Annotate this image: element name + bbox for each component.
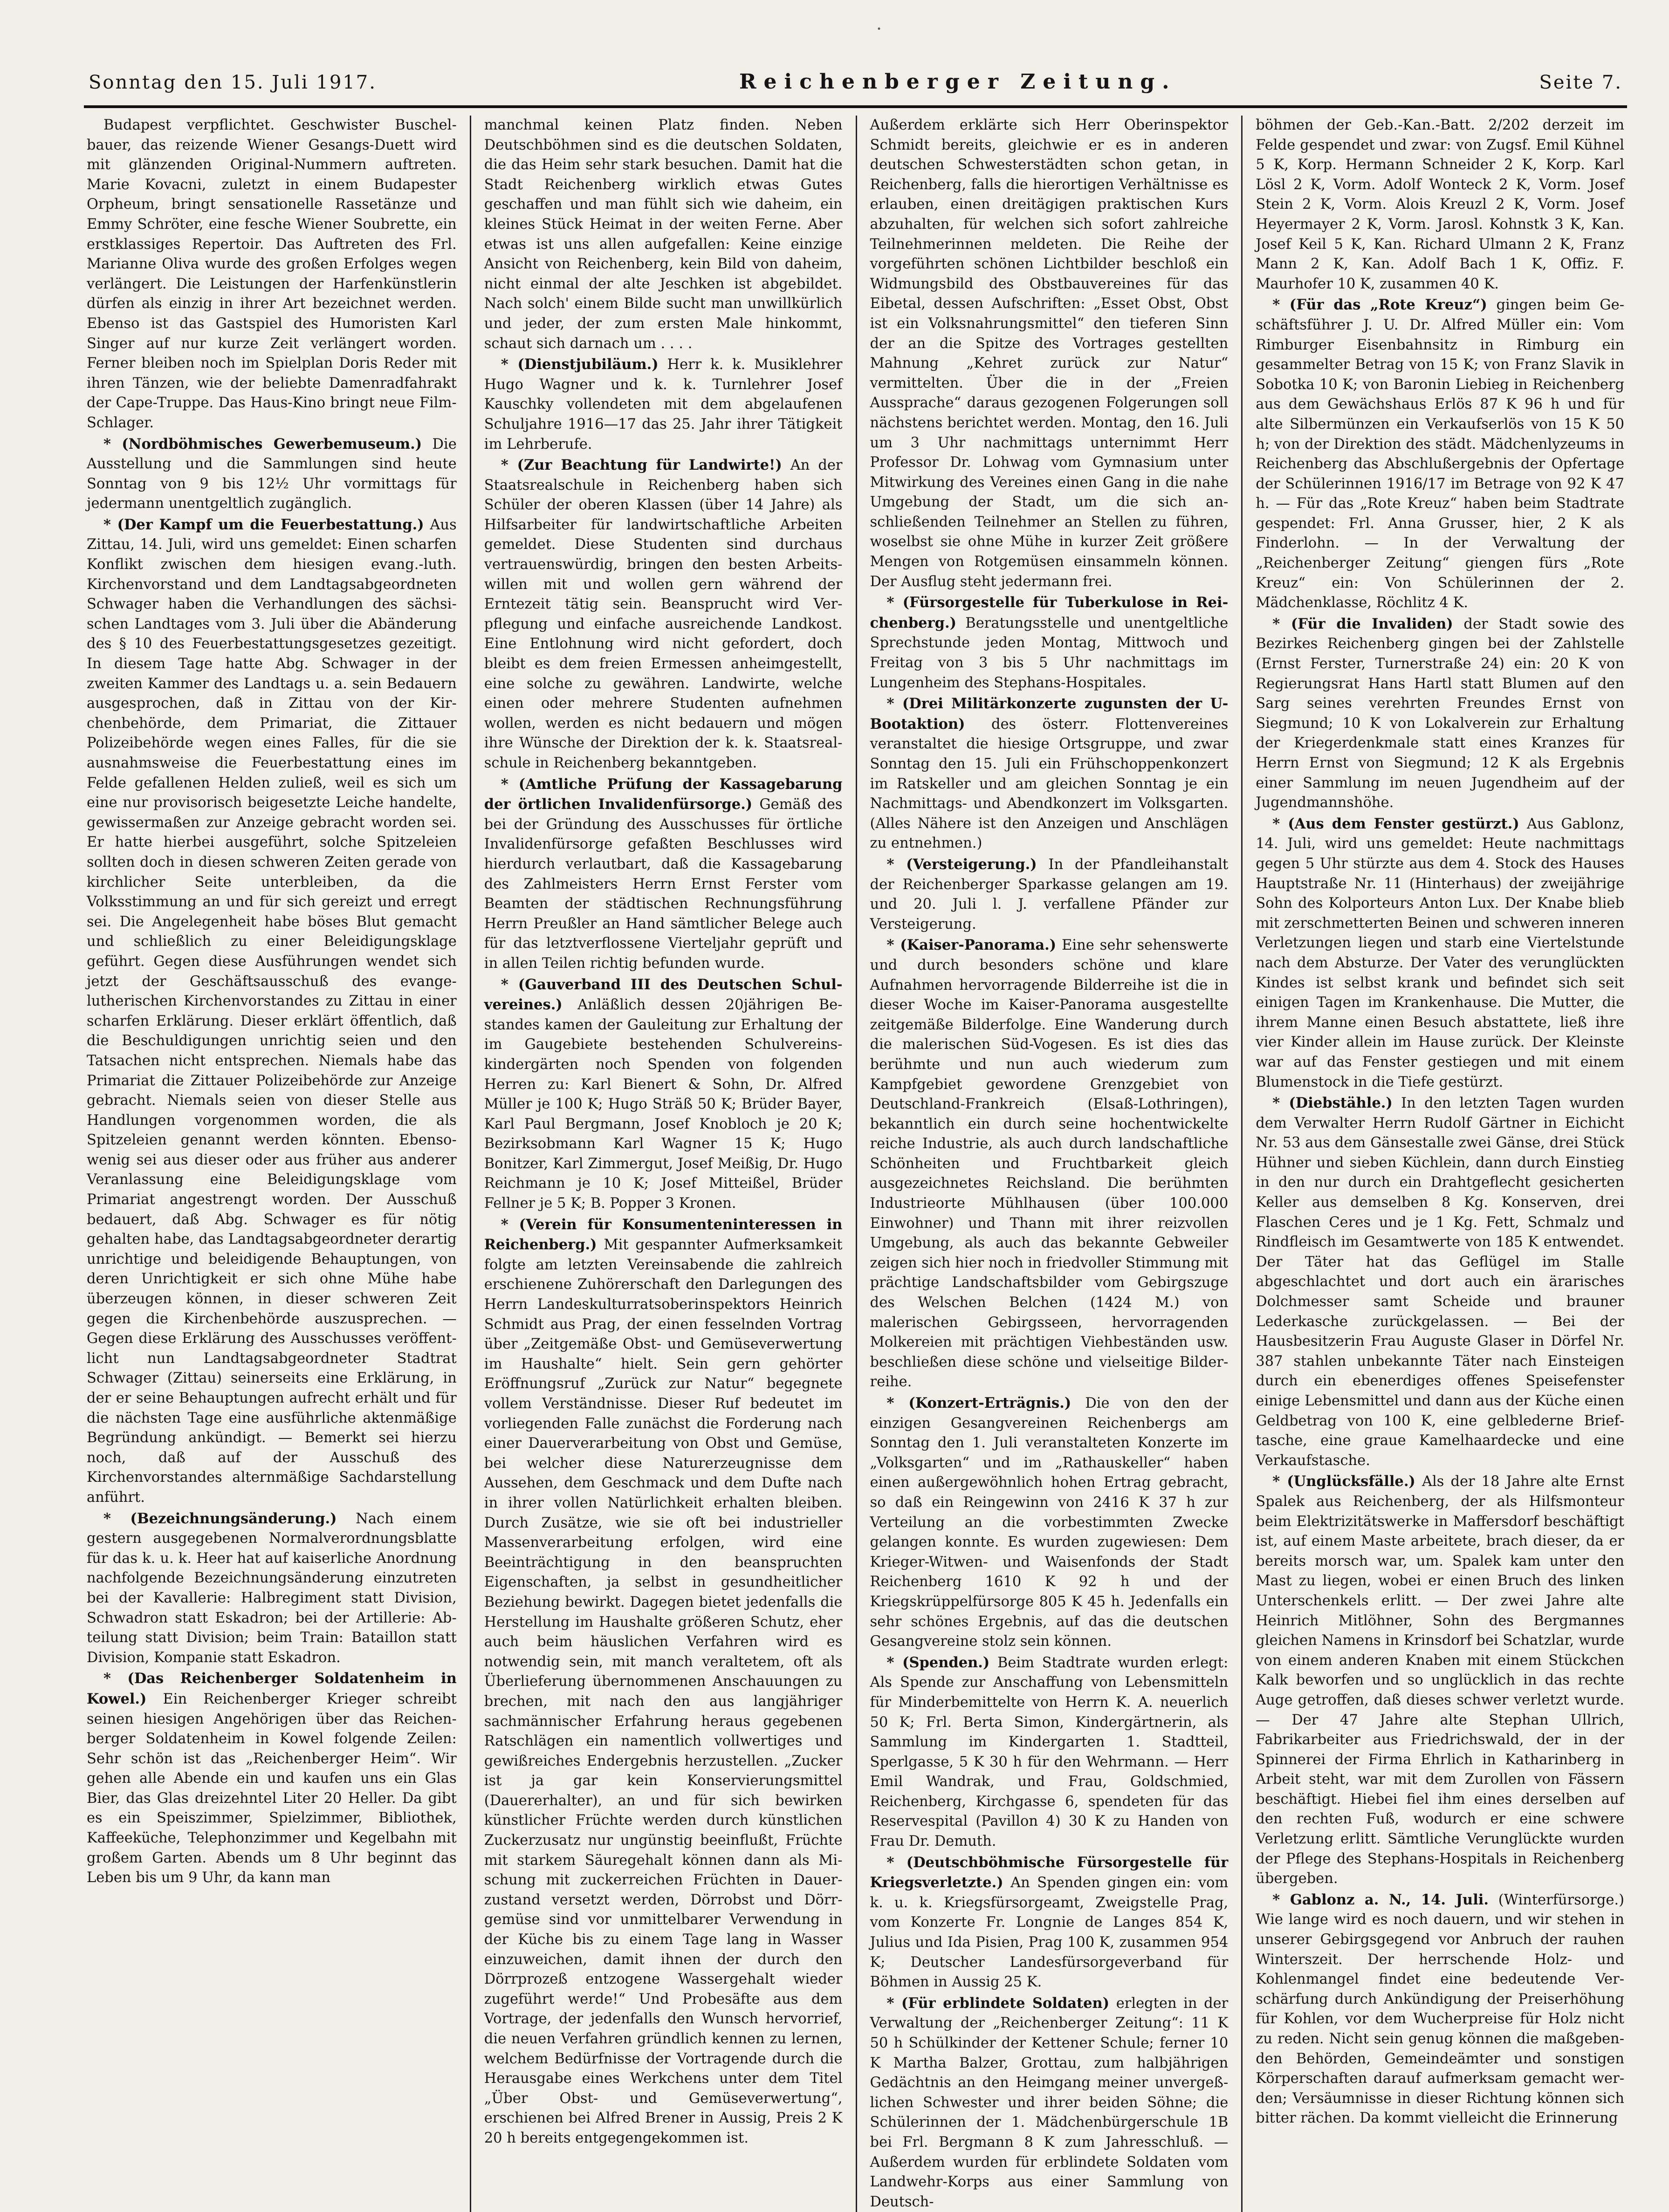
article-headline: * (Fürsorgestelle für Tuberkulose in Reichenberg.) xyxy=(870,594,1229,631)
page-number: Seite 7. xyxy=(1539,72,1622,93)
article-headline: * (Aus dem Fenster gestürzt.) xyxy=(1272,815,1519,832)
article-text: Aus Zittau, 14. Juli, wird uns gemeldet: Einen scharfen Konflikt zwischen dem hiesigen evang.-luth. Kirchenvorstand und dem Landtagsabgeordneten Schwager haben die Verhandlungen des sächsischen Landtages vom 3. Juli über die Abänderung des § 10 des Feuerbestattungsgesetzes gezeitigt. In diesem Tage hatte Abg. Schwager in der zweiten Kammer des Landtags u. a. sein Bedauern ausgesprochen, daß in Zittau von der Kirchenbehörde, dem Primariat, die Zittauer Polizeibehörde wegen eines Falles, für die sie ausnahmsweise die Feuerbestattung eines im Felde gefallenen Helden zuließ, weil es sich um eine nur provisorisch beigesetzte Leiche handelte, gewissermaßen zur Anzeige gebracht worden sei. Er hatte hierbei ausgeführt, solche Spitzeleien sollten doch in diesen schweren Zeiten gerade von kirchlicher Seite unterbleiben, da die Volksstimmung an und für sich gereizt und erregt sei. Die Angelegenheit habe böses Blut gemacht und schließlich zu einer Beleidigungsklage geführt. Gegen diese Ausführungen wendet sich jetzt der Geschäftsausschuß des evangelutherischen Kirchenvorstandes zu Zittau in einer scharfen Erklärung. Dieser erklärt öffentlich, daß die Beschuldigungen unrichtig seien und den Tatsachen nicht entsprechen. Niemals habe das Primariat die Zittauer Polizeibehörde zur Anzeige gebracht. Niemals seien von dieser Stelle aus Handlungen vorgenommen worden, die als Spitzeleien genannt werden könnten. Ebensowenig sei aus dieser oder aus früher aus anderer Veranlassung eine Beleidigungsklage vom Primariat angestrengt worden. Der Ausschuß bedauert, daß Abg. Schwager es für nötig gehalten habe, das Landtagsabgeordneter derartig unrichtige und beleidigende Behauptungen, von deren Unrichtigkeit er sich ohne Mühe habe überzeugen können, in dieser schweren Zeit gegen die Kirchenbehörde auszusprechen. — Gegen diese Erklärung des Ausschusses veröffentlicht nun Landtagsabgeordneter Stadtrat Schwager (Zittau) seinerseits eine Erklärung, in der er seine Behauptungen aufrecht erhält und für die nächsten Tage eine ausführliche aktenmäßige Begründung ankündigt. — Bemerkt sei hierzu noch, daß auf der Ausschuß des Kirchenvorstandes alternmäßige Sachdarstellung anführt. xyxy=(87,516,457,1506)
article-paragraph xyxy=(1256,614,1624,813)
article-headline: * (Konzert-Erträgnis.) xyxy=(886,1395,1071,1411)
column-4 xyxy=(1241,116,1627,2212)
article-headline: * (Kaiser-Panorama.) xyxy=(886,937,1057,954)
article-text: Aus Gablonz, 14. Juli, wird uns gemeldet: Heute nachmittags gegen 5 Uhr stürzte aus dem 4. Stock des Hauses Hauptstraße Nr. 11 (Hinterhaus) der zweijährige Sohn des Kolporteurs Anton Lux. Der Knabe blieb mit zerschmetterten Beinen und schweren inneren Verletzungen liegen und starb eine Viertelstunde nach dem Absturze. Der Vater des verunglückten Kindes ist selbst krank und befindet sich seit einigen Tagen im Krankenhause. Die Mutter, die ihrem Manne einen Besuch abstattete, ließ ihre vier Kinder allein im Hause zurück. Der Kleinste war auf das Fenster gestiegen und mit einem Blumenstock in die Tiefe gestürzt. xyxy=(1256,815,1624,1090)
column-1 xyxy=(84,116,470,2212)
article-headline: * (Für die Invaliden) xyxy=(1272,615,1453,632)
article-text: In der Pfandleihanstalt der Reichenberger Sparkasse gelangen am 19. und 20. Juli l. J. verfallene Pfänder zur Versteigerung. xyxy=(870,856,1229,932)
article-headline: * (Das Reichenberger Soldatenheim in Kowel.) xyxy=(87,1670,457,1707)
column-2 xyxy=(470,116,856,2212)
article-headline: * (Bezeichnungsänderung.) xyxy=(103,1510,337,1527)
article-paragraph xyxy=(87,1669,457,1888)
article-paragraph xyxy=(87,515,457,1508)
article-paragraph xyxy=(870,855,1229,934)
article-text: Die von den der einzigen Gesangvereinen Reichenbergs am Sonntag den 1. Juli veranstalteten Konzerte im „Volksgarten“ und im „Rathauskeller“ haben einen außergewöhnlich hohen Ertrag gebracht, so daß ein Reingewinn von 2416 K 37 h zur Verteilung an die vorbestimmten Zwecke gelangen konnte. Es wurden zugewiesen: Dem Krieger-Witwen- und Waisenfonds der Stadt Reichenberg 1610 K 92 h und der Kriegskrüppelfürsorge 805 K 45 h. Jedenfalls ein sehr schönes Ergebnis, auf das die deutschen Gesangvereine stolz sein können. xyxy=(870,1395,1229,1650)
article-text: Außerdem erklärte sich Herr Oberinspektor Schmidt bereits, gleichwie er es in anderen deutschen Schwesterstädten schon getan, in Reichenberg, falls die hierortigen Verhältnisse es erlauben, einen dreitägigen praktischen Kurs abzuhalten, für welchen sich sofort zahlreiche Teilnehmerinnen meldeten. Die Reihe der vorgeführten schönen Lichtbilder beschloß ein Widmungsbild des Obstbauvereines für das Eibetal, dessen Aufschriften: „Esset Obst, Obst ist ein Volksnahrungsmittel“ den tieferen Sinn der an die Spitze des Vortrages gestellten Mahnung „Kehret zurück zur Natur“ vermittelten. Über die in der „Freien Aussprache“ daraus gezogenen Folgerungen soll nächstens berichtet werden. Montag, den 16. Juli um 3 Uhr nachmittags unternimmt Herr Professor Dr. Lohwag vom Gymnasium unter Mitwirkung des Vereines einen Gang in die nahe Umgebung der Stadt, um die sich anschließenden Teilnehmer an Stellen zu führen, woselbst sie ohne Mühe in kurzer Zeit größere Mengen von Rotgemüsen einsammeln können. Der Ausflug steht jedermann frei. xyxy=(870,117,1229,590)
article-text: An der Staatsrealschule in Reichenberg haben sich Schüler der oberen Klassen (über 14 Jahre) als Hilfsarbeiter für landwirtschaftliche Arbeiten gemeldet. Diese Studenten sind durchaus vertrauenswürdig, bringen den besten Arbeitswillen mit und wollen gern während der Erntezeit tätig sein. Beansprucht wird Verpflegung und einfache ausreichende Landkost. Eine Entlohnung wird nicht gefordert, doch bleibt es dem freien Ermessen anheimgestellt, eine solche zu gewähren. Landwirte, welche einen oder mehrere Studenten aufnehmen wollen, werden es nicht bedauern und mögen ihre Wünsche der Direktion der k. k. Staatsrealschule in Reichenberg bekanntgeben. xyxy=(484,457,843,771)
article-paragraph xyxy=(484,455,843,774)
article-paragraph xyxy=(870,1653,1229,1852)
article-text: des österr. Flottenvereines veranstaltet die hiesige Ortsgruppe, und zwar Sonntag den 15. Juli ein Frühschoppenkonzert im Ratskeller und am gleichen Sonntag je ein Nachmittags- und Abendkonzert im Volksgarten. (Alles Nähere ist den Anzeigen und Anschlägen zu entnehmen.) xyxy=(870,716,1229,852)
article-paragraph xyxy=(484,1215,843,2149)
article-text: Als der 18 Jahre alte Ernst Spalek aus Reichenberg, der als Hilfsmonteur beim Elektrizitätswerke in Maffersdorf beschäftigt ist, auf einem Maste arbeitete, brach dieser, da er bereits morsch war, um. Spalek kam unter den Mast zu liegen, wobei er einen Bruch des linken Unterschenkels erlitt. — Der zwei Jahre alte Heinrich Mitlöhner, Sohn des Bergmannes gleichen Namens in Krinsdorf bei Schatzlar, wurde von einem anderen Knaben mit einem Stückchen Kalk beworfen und so unglücklich in das rechte Auge getroffen, daß dieses schwer verletzt wurde. — Der 47 Jahre alte Stephan Ullrich, Fabrikarbeiter aus Friedrichswald, der in der Spinnerei der Firma Ehrlich in Katharinberg in Arbeit steht, war mit dem Zurollen von Fässern beschäftigt. Hiebei fiel ihm eines derselben auf den rechten Fuß, wodurch er eine schwere Verletzung erlitt. Sämtliche Verunglückte wurden der Pflege des Stephans-Hospitals in Reichenberg übergeben. xyxy=(1256,1473,1625,1887)
article-text: Budapest verpflichtet. Geschwister Buschelbauer, das reizende Wiener Gesangs-Duett wird mit glänzenden Original-Nummern auftreten. Marie Kovacni, zuletzt in einem Budapester Orpheum, bringt sensationelle Rassetänze und Emmy Schröter, eine fesche Wiener Soubrette, ein erstklassiges Repertoir. Das Auftreten des Frl. Marianne Oliva wurde des großen Erfolges wegen verlängert. Die Leistungen der Harfenkünstlerin dürfen als einzig in ihrer Art bezeichnet werden. Ebenso ist das Gastspiel des Humoristen Karl Singer auf nur kurze Zeit verlängert worden. Ferner bleiben noch im Spielplan Doris Reder mit ihren Tänzen, wie der beliebte Damenradfahrakt der Cape-Truppe. Das Haus-Kino bringt neue Film-Schlager. xyxy=(87,117,457,431)
article-paragraph xyxy=(87,116,457,433)
article-paragraph xyxy=(870,1853,1229,1993)
article-paragraph xyxy=(484,774,843,974)
article-text: An Spenden gingen ein: vom k. u. k. Kriegsfürsorgeamt, Zweigstelle Prag, vom Konzerte Fr. Longnie de Langes 854 K, Julius und Ida Pisien, Prag 100 K, zusammen 954 K; Deutscher Landesfürsorgeverband für Böhmen in Aussig 25 K. xyxy=(870,1875,1229,1991)
article-headline: * (Der Kampf um die Feuerbestattung.) xyxy=(103,516,424,533)
article-headline: * (Versteigerung.) xyxy=(886,856,1037,873)
article-headline: * (Dienstjubiläum.) xyxy=(501,356,659,373)
article-text: erlegten in der Verwaltung der „Reichenberger Zeitung“: 11 K 50 h Schülkinder der Kettener Schule; ferner 10 K Martha Balzer, Grottau, zum halbjährigen Gedächtnis an den Heimgang meiner unvergeßlichen Schwester und ihrer beiden Söhne; die Schülerinnen der 1. Mädchenbürgerschule 1B bei Frl. Bergmann 8 K zum Jahresschluß. — Außerdem wurden für erblindete Soldaten vom Landwehr-Korps aus einer Sammlung von Deutsch- xyxy=(870,1995,1229,2210)
article-paragraph xyxy=(87,1509,457,1668)
article-paragraph xyxy=(484,116,843,354)
article-text: der Stadt sowie des Bezirkes Reichenberg gingen bei der Zahlstelle (Ernst Ferster, Turnerstraße 24) ein: 20 K von Regierungsrat Hans Hartl statt Blumen auf den Sarg seines verehrten Freundes Ernst von Siegmund; 10 K von Lokalverein zur Erhaltung der Kriegerdenkmale statt eines Kranzes für Herrn Ernst von Siegmund; 12 K als Ergebnis einer Sammlung im neuen Jugendheim auf der Jugendmannshöhe. xyxy=(1256,616,1625,811)
article-headline: * (Amtliche Prüfung der Kassagebarung der örtlichen Invalidenfürsorge.) xyxy=(484,775,843,813)
column-3 xyxy=(856,116,1242,2212)
article-paragraph xyxy=(1256,1472,1624,1889)
article-text: Die Ausstellung und die Sammlungen sind heute Sonntag von 9 bis 12½ Uhr vormittags für jedermann unentgeltlich zugänglich. xyxy=(87,436,457,512)
article-paragraph xyxy=(870,593,1229,693)
header-date: Sonntag den 15. Juli 1917. xyxy=(89,72,377,93)
article-paragraph xyxy=(87,434,457,514)
article-paragraph xyxy=(1256,1890,1624,2129)
article-paragraph xyxy=(870,935,1229,1392)
article-paragraph xyxy=(870,1993,1229,2212)
article-headline: * (Unglücksfälle.) xyxy=(1272,1473,1415,1490)
article-paragraph xyxy=(870,694,1229,854)
article-paragraph xyxy=(1256,1093,1624,1471)
article-headline: * (Drei Militärkonzerte zugunsten der U-Bootaktion) xyxy=(870,695,1229,733)
article-paragraph xyxy=(484,975,843,1214)
text-columns xyxy=(84,116,1627,2210)
article-paragraph xyxy=(870,1393,1229,1652)
article-paragraph xyxy=(484,355,843,454)
article-headline: * (Für erblindete Soldaten) xyxy=(886,1994,1110,2012)
article-headline: * (Zur Beachtung für Landwirte!) xyxy=(501,457,782,474)
article-text: (Winterfürsorge.) Wie lange wird es noch dauern, und wir stehen in unserer Gebirgsgegend vor Anbruch der rauhen Winterszeit. Der herrschende Holz- und Kohlenmangel findet eine bedeutende Verschärfung durch Ankündigung der Preiserhöhung für Kohlen, vor dem Wucherpreise für Holz nicht zu reden. Nicht sein genug können die maßgebenden Behörden, Gemeindeämter und sonstigen Körperschaften darauf aufmerksam gemacht werden; Versäumnisse in dieser Richtung können sich bitter rächen. Da kommt vielleicht die Erinnerung xyxy=(1256,1891,1625,2127)
article-text: Herr k. k. Musiklehrer Hugo Wagner und k. k. Turnlehrer Josef Kauschky vollendeten mit dem abgelaufenen Schuljahre 1916—17 das 25. Jahr ihrer Tätigkeit im Lehrberufe. xyxy=(484,356,843,452)
article-text: In den letzten Tagen wurden dem Verwalter Herrn Rudolf Gärtner in Eichicht Nr. 53 aus dem Gänsestalle zwei Gänse, drei Stück Hühner und sieben Küchlein, dann durch Einstieg in den nur durch ein Drahtgeflecht gesicherten Keller aus demselben 8 Kg. Konserven, drei Flaschen Ceres und je 1 Kg. Fett, Schmalz und Rindfleisch im Gesamtwerte von 185 K entwendet. Der Täter hat das Geflügel im Stalle abgeschlachtet und dort auch ein ärarisches Dolchmesser samt Scheide und brauner Lederkasche zurückgelassen. — Bei der Hausbesitzerin Frau Auguste Glaser in Dörfel Nr. 387 stahlen unbekannte Täter nach Einsteigen durch ein ebenerdiges offenes Speisefenster einige Lebensmittel und dann aus der Küche einen Geldbetrag von 100 K, eine gelblederne Brieftasche, eine graue Kamelhaardecke und eine Verkaufstasche. xyxy=(1256,1095,1624,1469)
article-headline: * (Spenden.) xyxy=(886,1654,990,1671)
article-text: Beratungsstelle und unentgeltliche Sprechstunde jeden Montag, Mittwoch und Freitag von 3 bis 5 Uhr nachmittags im Lungenheim des Stephans-Hospitales. xyxy=(870,615,1229,691)
article-text: Ein Reichenberger Krieger schreibt seinen hiesigen Angehörigen über das Reichenberger Soldatenheim in Kowel folgende Zeilen: Sehr schön ist das „Reichenberger Heim“. Wir gehen alle Abende ein und kaufen uns ein Glas Bier, das Glas dreizehntel Liter 20 Heller. Da gibt es ein Speiszimmer, Spielzimmer, Bibliothek, Kaffeeküche, Telephonzimmer und Kegelbahn mit großem Garten. Abends um 8 Uhr beginnt das Leben bis um 9 Uhr, da kann man xyxy=(87,1691,457,1886)
article-paragraph xyxy=(1256,814,1624,1092)
article-headline: * (Diebstähle.) xyxy=(1272,1095,1393,1112)
page-header xyxy=(84,70,1627,108)
article-headline: * (Gauverband III des Deutschen Schulvereines.) xyxy=(484,976,843,1014)
article-headline: * (Nordböhmisches Gewerbemuseum.) xyxy=(103,435,422,452)
article-headline: * (Deutschböhmische Fürsorgestelle für Kriegsverletzte.) xyxy=(870,1854,1229,1891)
article-text: Nach einem gestern ausgegebenen Normalverordnungsblatte für das k. u. k. Heer hat auf kaiserliche Anordnung nachfolgende Bezeichnungsänderung einzutreten bei der Kavallerie: Halbregiment statt Division, Schwadron statt Eskadron; bei der Artillerie: Abteilung statt Division; beim Train: Bataillon statt Division, Kompanie statt Eskadron. xyxy=(87,1510,457,1666)
article-paragraph xyxy=(1256,295,1624,613)
article-headline: * (Für das „Rote Kreuz“) xyxy=(1272,296,1487,314)
article-text: manchmal keinen Platz finden. Neben Deutschböhmen sind es die deutschen Soldaten, die das Heim sehr stark besuchen. Damit hat die Stadt Reichenberg wirklich etwas Gutes geschaffen und man fühlt sich wie daheim, ein kleines Stück Heimat in der weiten Ferne. Aber etwas ist uns allen aufgefallen: Keine einzige Ansicht von Reichenberg, kein Bild von daheim, nicht einmal der alte Jeschken ist abgebildet. Nach solch' einem Bilde sucht man unwillkürlich und jeder, der zum ersten Male hinkommt, schaut sich darnach um . . . . xyxy=(484,117,843,352)
article-text: böhmen der Geb.-Kan.-Batt. 2/202 derzeit im Felde gespendet und zwar: von Zugsf. Emil Kühnel 5 K, Korp. Hermann Schneider 2 K, Korp. Karl Lösl 2 K, Vorm. Adolf Wonteck 2 K, Vorm. Josef Stein 2 K, Vorm. Alois Kreuzl 2 K, Vorm. Josef Heyermayer 2 K, Vorm. Jarosl. Kohnstk 3 K, Kan. Josef Keil 5 K, Kan. Richard Ulmann 2 K, Franz Mann 2 K, Kan. Adolf Bach 1 K, Offiz. F. Maurhofer 10 K, zusammen 40 K. xyxy=(1256,117,1624,292)
article-text: Mit gespannter Aufmerksamkeit folgte am letzten Vereinsabende die zahlreich erschienene Zuhörerschaft den Darlegungen des Herrn Landeskulturratsoberinspektors Heinrich Schmidt aus Prag, der einen fesselnden Vortrag über „Zeitgemäße Obst- und Gemüseverwertung im Haushalte“ hielt. Sein gern gehörter Eröffnungsruf „Zurück zur Natur“ begegnete vollem Verständnisse. Dieser Ruf bedeutet im vorliegenden Falle zunächst die Forderung nach einer Dauerverarbeitung von Obst und Gemüse, bei welcher diese Naturerzeugnisse dem Aussehen, dem Geschmack und dem Dufte nach in ihrer vollen Natürlichkeit erhalten bleiben. Durch Zusätze, wie sie oft bei industrieller Massenverarbeitung erfolgen, wird eine Beeinträchtigung in den beanspruchten Eigenschaften, ja selbst in gesundheitlicher Beziehung bewirkt. Dagegen bietet jedenfalls die Herstellung im Haushalte größeren Schutz, eher auch beim häuslichen Verfahren wird es notwendig sein, mit manch veraltetem, oft als Überlieferung übernommenen Anschauungen zu brechen, mit nach den aus langjähriger sachmännischer Erfahrung heraus gegebenen Ratschlägen ein namentlich vollwertiges und gewißreiches Endergebnis herzustellen. „Zucker ist ja gar kein Konservierungsmittel (Dauererhalter), an und für sich bewirken künstlicher Früchte werden durch künstlichen Zuckerzusatz nur ungünstig beeinflußt, Früchte mit starkem Säuregehalt können dann als Mischung mit zuckerreichen Früchten in Dauerzustand versetzt werden, Dörrobst und Dörrgemüse sind vor unmittelbarer Verwendung in der Küche bis zu einem Tage lang in Wasser einzuweichen, damit ihnen der durch den Dörrprozeß entzogene Wassergehalt wieder zugeführt werde!“ Und Probesäfte aus dem Vortrage, der jedenfalls den Wunsch hervorrief, die neuen Verfahren gründlich kennen zu lernen, welchem Bedürfnisse der Vortragende durch die Herausgabe eines Werkchens unter dem Titel „Über Obst- und Gemüseverwertung“, erschienen bei Alfred Brener in Aussig, Preis 2 K 20 h bereits entgegengekommen ist. xyxy=(484,1237,843,2146)
newspaper-title: Reichenberger Zeitung. xyxy=(739,70,1177,94)
article-headline: * Gablonz a. N., 14. Juli. xyxy=(1272,1891,1489,1908)
article-text: Anläßlich dessen 20jährigen Bestandes kamen der Gauleitung zur Erhaltung der im Gaugebiete bestehenden Schulvereinskindergärten noch Spenden von folgenden Herren zu: Karl Bienert & Sohn, Dr. Alfred Müller je 100 K; Hugo Sträß 50 K; Brüder Bayer, Karl Paul Bergmann, Josef Knobloch je 20 K; Bezirksobmann Karl Wagner 15 K; Hugo Bonitzer, Karl Zimmergut, Josef Meißig, Dr. Hugo Reichmann je 10 K; Josef Mitteißel, Brüder Fellner je 5 K; B. Popper 3 Kronen. xyxy=(484,997,843,1212)
article-text: Eine sehr sehenswerte und durch besonders schöne und klare Aufnahmen hervorragende Bilderreihe ist die in dieser Woche im Kaiser-Panorama ausgestellte zeitgemäße Bilderfolge. Eine Wanderung durch die malerischen Süd-Vogesen. Es ist dies das berühmte und nun auch wiederum zum Kampfgebiet gewordene Grenzgebiet von Deutschland-Frankreich (Elsaß-Lothringen), bekanntlich ein durch seine hochentwickelte reiche Industrie, als auch durch landschaftliche Schönheiten und Fruchtbarkeit gleich ausgezeichnetes Reichsland. Die berühmten Industrieorte Mühlhausen (über 100.000 Einwohner) und Thann mit ihrer reizvollen Umgebung, als auch das bekannte Gebweiler zeigen sich hier noch in friedvoller Stimmung mit prächtige Landschaftsbilder vom Gebirgszuge des Welschen Belchen (1424 M.) von malerischen Gebirgsseen, hervorragenden Molkereien mit prächtigen Viehbeständen usw. beschließen diese schöne und vielseitige Bilderreihe. xyxy=(870,937,1229,1390)
article-headline: * (Verein für Konsumenteninteressen in Reichenberg.) xyxy=(484,1216,843,1253)
article-paragraph xyxy=(1256,116,1624,294)
article-paragraph xyxy=(870,116,1229,592)
print-speck: · xyxy=(876,19,882,39)
article-text: Beim Stadtrate wurden erlegt: Als Spende zur Anschaffung von Lebensmitteln für Minderbemittelte von Herrn K. A. neuerlich 50 K; Frl. Berta Simon, Kindergärtnerin, als Sammlung im Kindergarten 1. Stadtteil, Sperlgasse, 5 K 30 h für den Wehrmann. — Herr Emil Wandrak, und Frau, Goldschmied, Reichenberg, Kirchgasse 6, spendeten für das Reservespital (Pavillon 4) 30 K zu Handen von Frau Dr. Demuth. xyxy=(870,1654,1229,1850)
article-text: gingen beim Geschäftsführer J. U. Dr. Alfred Müller ein: Vom Rimburger Eisenbahnsitz in Rimburg ein gesammelter Betrag von 15 K; von Franz Slavik in Sobotka 10 K; von Baronin Liebieg in Reichenberg aus dem Gewächshaus Erlös 87 K 96 h und für alte Silbermünzen ein Verkaufserlös von 15 K 50 h; von der Direktion des städt. Mädchenlyzeums in Reichenberg das Abschlußergebnis der Opfertage der Schülerinnen 1916/17 im Betrage von 92 K 47 h. — Für das „Rote Kreuz“ haben beim Stadtrate gespendet: Frl. Anna Grusser, hier, 2 K als Finderlohn. — In der Verwaltung der „Reichenberger Zeitung“ giengen fürs „Rote Kreuz“ ein: Von Schülerinnen der 2. Mädchenklasse, Röchlitz 4 K. xyxy=(1256,297,1625,611)
article-text: Gemäß des bei der Gründung des Ausschusses für örtliche Invalidenfürsorge gefaßten Beschlusses wird hierdurch verlautbart, daß die Kassagebarung des Zahlmeisters Herrn Ernst Ferster vom Beamten der städtischen Rechnungsführung Herrn Preußler an Hand sämtlicher Belege auch für das letztverflossene Vierteljahr geprüft und in allen Teilen richtig befunden wurde. xyxy=(484,796,843,972)
